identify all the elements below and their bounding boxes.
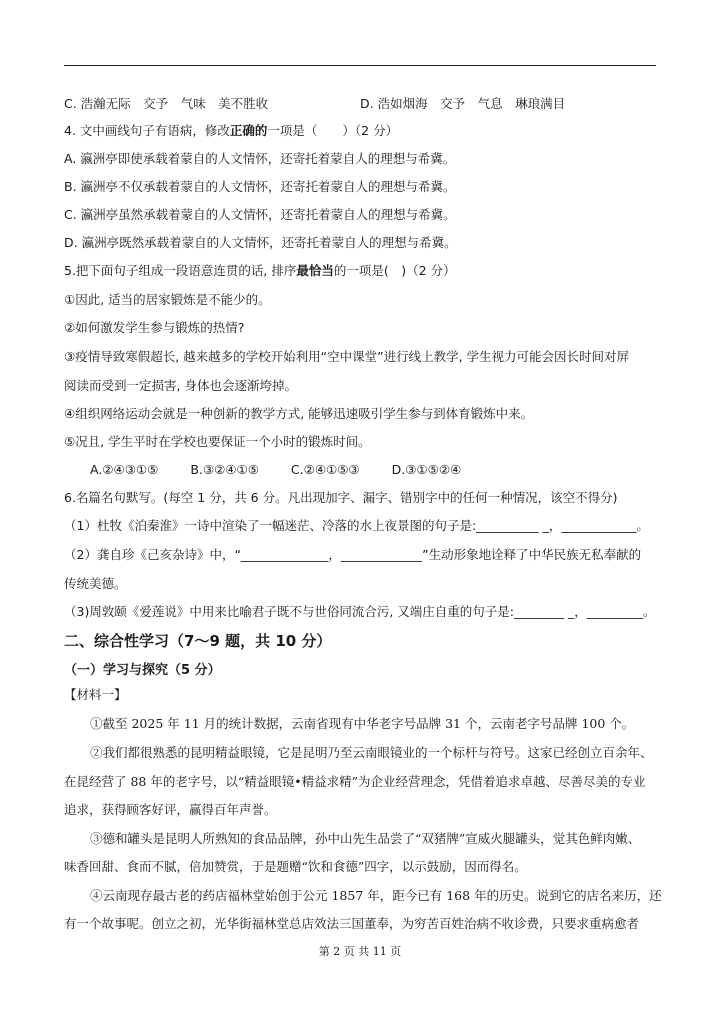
q5-option-a: A.②④③①⑤ — [90, 462, 159, 477]
q5-sentence-1: ①因此, 适当的居家锻炼是不能少的。 — [64, 292, 271, 307]
q3-option-c: C. 浩瀚无际 交予 气味 美不胜收 — [64, 96, 269, 111]
material-paragraph-2-cont: 在昆经营了 88 年的老字号，以“精益眼镜•精益求精”为企业经营理念，凭借着追求卓越、尽善尽美的专业 — [64, 774, 646, 789]
q5-options — [90, 462, 690, 478]
q4-option-d: D. 瀛洲亭既然承载着蒙自的人文情怀，还寄托着蒙自人的理想与希冀。 — [64, 235, 457, 250]
q5-option-d: D.③①⑤②④ — [391, 462, 462, 477]
q5-sentence-5: ⑤况且, 学生平时在学校也要保证一个小时的锻炼时间。 — [64, 434, 371, 449]
material-label: 【材料一】 — [64, 687, 127, 702]
q4-stem: 4. 文中画线句子有语病，修改正确的一项是（ ）（2 分） — [64, 123, 399, 138]
material-paragraph-3: ③德和罐头是昆明人所熟知的食品品牌，孙中山先生品尝了“双猪牌”宣威火腿罐头，觉其色鲜肉嫩、 — [90, 831, 641, 846]
q6-item-2: （2）龚自珍《己亥杂诗》中，“______________，_____________”生动形象地诠释了中华民族无私奉献的 — [64, 547, 642, 562]
material-paragraph-1: ①截至 2025 年 11 月的统计数据，云南省现有中华老字号品牌 31 个，云南老字号品牌 100 个。 — [90, 716, 635, 731]
q5-sentence-2: ②如何激发学生参与锻炼的热情? — [64, 320, 245, 335]
subsection-heading: （一）学习与探究（5 分） — [64, 663, 221, 678]
q6-item-3: （3)周敦颐《爱莲说》中用来比喻君子既不与世俗同流合污, 又端庄自重的句子是:________ _，_________。 — [64, 604, 656, 619]
q5-option-c: C.②④①⑤③ — [290, 462, 360, 477]
q6-item-1: （1）杜牧《泊秦淮》一诗中渲染了一幅迷茫、冷落的水上夜景图的句子是:__________ _，____________。 — [64, 518, 649, 533]
q5-sentence-4: ④组织网络运动会就是一种创新的教学方式, 能够迅速吸引学生参与到体育锻炼中来。 — [64, 406, 534, 421]
section-heading: 二、综合性学习（7～9 题，共 10 分） — [64, 632, 332, 650]
header-rule — [64, 65, 656, 66]
q4-option-b: B. 瀛洲亭不仅承载着蒙自的人文情怀，还寄托着蒙自人的理想与希冀。 — [64, 179, 456, 194]
q5-option-b: B.③②④①⑤ — [190, 462, 259, 477]
q4-option-a: A. 瀛洲亭即使承载着蒙自的人文情怀，还寄托着蒙自人的理想与希冀。 — [64, 151, 456, 166]
page-number: 第 2 页 共 11 页 — [318, 945, 402, 958]
material-paragraph-3-cont: 味香回甜、食而不腻，倍加赞赏，于是题赠“饮和食德”四字，以示鼓励，因而得名。 — [64, 859, 527, 874]
q6-stem: 6.名篇名句默写。(每空 1 分，共 6 分。凡出现加字、漏字、错别字中的任何一种情况，该空不得分) — [64, 490, 618, 505]
material-paragraph-2: ②我们都很熟悉的昆明精益眼镜，它是昆明乃至云南眼镜业的一个标杆与符号。这家已经创立百余年、 — [90, 745, 653, 760]
material-paragraph-4: ④云南现存最古老的药店福林堂始创于公元 1857 年，距今已有 168 年的历史。说到它的店名来历，还 — [90, 888, 662, 903]
material-paragraph-2-end: 追求，获得顾客好评，赢得百年声誉。 — [64, 802, 277, 817]
q6-item-2-cont: 传统美德。 — [64, 576, 127, 591]
q5-stem: 5.把下面句子组成一段语意连贯的话, 排序最恰当的一项是( )（2 分） — [64, 263, 456, 278]
q4-option-c: C. 瀛洲亭虽然承载着蒙自的人文情怀，还寄托着蒙自人的理想与希冀。 — [64, 207, 456, 222]
q5-sentence-3: ③疫情导致寒假超长, 越来越多的学校开始利用“空中课堂”进行线上教学, 学生视力可能会因长时间对屏 — [64, 349, 630, 364]
material-paragraph-4-cont: 有一个故事呢。创立之初，光华街福林堂总店效法三国董奉，为穷苦百姓治病不收诊费，只要求重病愈者 — [64, 916, 640, 931]
q3-option-d: D. 浩如烟海 交予 气息 琳琅满目 — [360, 96, 566, 111]
q5-sentence-3-cont: 阅读而受到一定损害, 身体也会逐渐垮掉。 — [64, 378, 297, 393]
